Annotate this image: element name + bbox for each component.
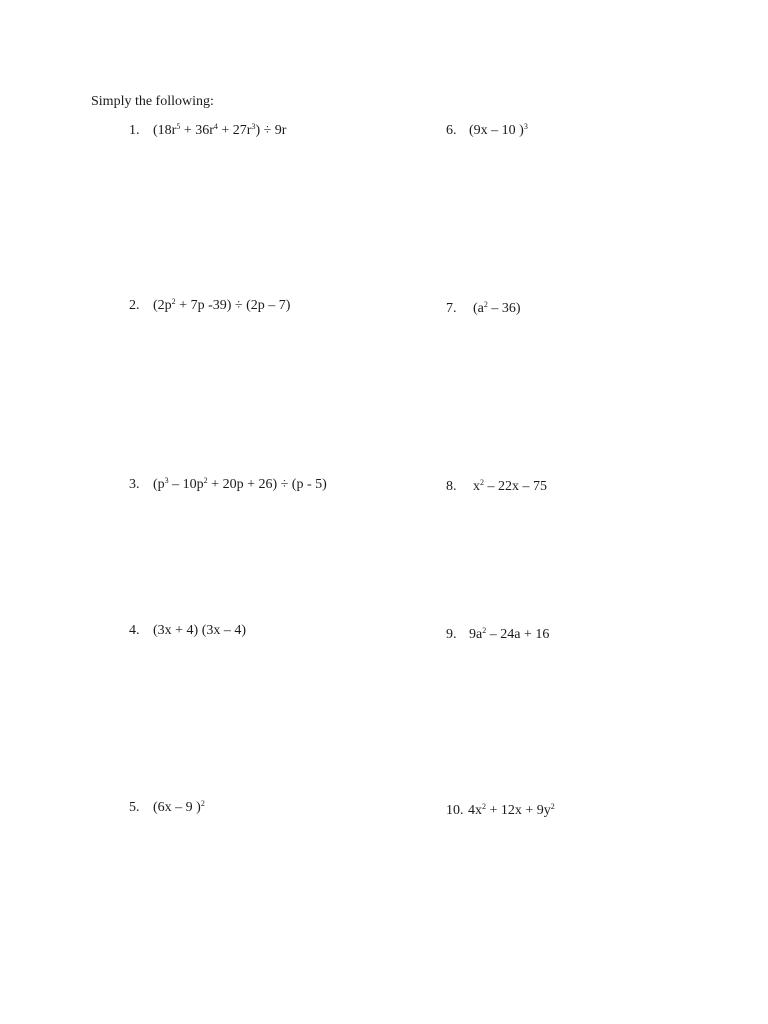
- expression-text: + 12x + 9y: [486, 803, 551, 818]
- problem-number: 1.: [129, 123, 140, 138]
- exponent: 2: [483, 300, 488, 309]
- expression-text: – 24a + 16: [486, 627, 550, 642]
- problem-3: [129, 477, 327, 493]
- expression-text: + 36r: [180, 123, 214, 138]
- expression-text: + 7p -39) ÷ (2p – 7): [175, 298, 291, 313]
- problem-number: 3.: [129, 477, 140, 492]
- problem-number: 6.: [446, 123, 457, 138]
- expression-text: + 20p + 26) ÷ (p - 5): [207, 477, 327, 492]
- expression-text: – 22x – 75: [484, 479, 547, 494]
- expression-text: x: [473, 479, 480, 494]
- exponent: 2: [482, 802, 486, 811]
- problem-8: [446, 479, 547, 495]
- expression-text: (p: [153, 477, 165, 492]
- expression-text: – 10p: [168, 477, 204, 492]
- problem-number: 9.: [446, 627, 457, 642]
- problem-expression: [153, 477, 327, 492]
- exponent: 2: [482, 626, 487, 635]
- exponent: 2: [200, 799, 205, 808]
- problem-expression: [473, 479, 547, 494]
- problem-9: [446, 627, 549, 643]
- problem-expression: [153, 298, 290, 313]
- problem-7: [446, 301, 521, 317]
- problem-number: 2.: [129, 298, 140, 313]
- problem-2: [129, 298, 290, 314]
- exponent: 3: [251, 122, 256, 131]
- expression-text: (9x – 10 ): [469, 123, 524, 138]
- problem-number: 10.: [446, 803, 464, 818]
- problem-6: [446, 123, 528, 139]
- problem-number: 8.: [446, 479, 457, 494]
- exponent: 3: [523, 122, 528, 131]
- problem-expression: [469, 123, 528, 138]
- problem-number: 5.: [129, 800, 140, 815]
- expression-text: (3x + 4) (3x – 4): [153, 623, 247, 638]
- problem-1: [129, 123, 286, 139]
- exponent: 2: [480, 478, 484, 487]
- expression-text: (a: [473, 301, 484, 316]
- exponent: 4: [213, 122, 218, 131]
- expression-text: (6x – 9 ): [153, 800, 201, 815]
- problem-expression: [468, 803, 555, 818]
- exponent: 5: [176, 122, 181, 131]
- expression-text: ) ÷ 9r: [255, 123, 287, 138]
- problem-number: 7.: [446, 301, 457, 316]
- exponent: 3: [164, 476, 169, 485]
- problem-10: [446, 803, 555, 819]
- expression-text: 4x: [468, 803, 482, 818]
- problem-expression: [473, 301, 521, 316]
- problem-number: 4.: [129, 623, 140, 638]
- problem-4: [129, 623, 246, 639]
- problem-expression: [153, 800, 205, 815]
- exponent: 2: [203, 476, 208, 485]
- exponent: 2: [550, 802, 555, 811]
- expression-text: – 36): [487, 301, 521, 316]
- exponent: 2: [171, 297, 176, 306]
- expression-text: 9a: [469, 627, 483, 642]
- problem-expression: [153, 623, 246, 638]
- expression-text: (2p: [153, 298, 172, 313]
- problem-5: [129, 800, 205, 816]
- problem-expression: [469, 627, 549, 642]
- problem-expression: [153, 123, 286, 138]
- expression-text: (18r: [153, 123, 177, 138]
- instructions-heading: Simply the following:: [91, 94, 214, 109]
- expression-text: + 27r: [217, 123, 252, 138]
